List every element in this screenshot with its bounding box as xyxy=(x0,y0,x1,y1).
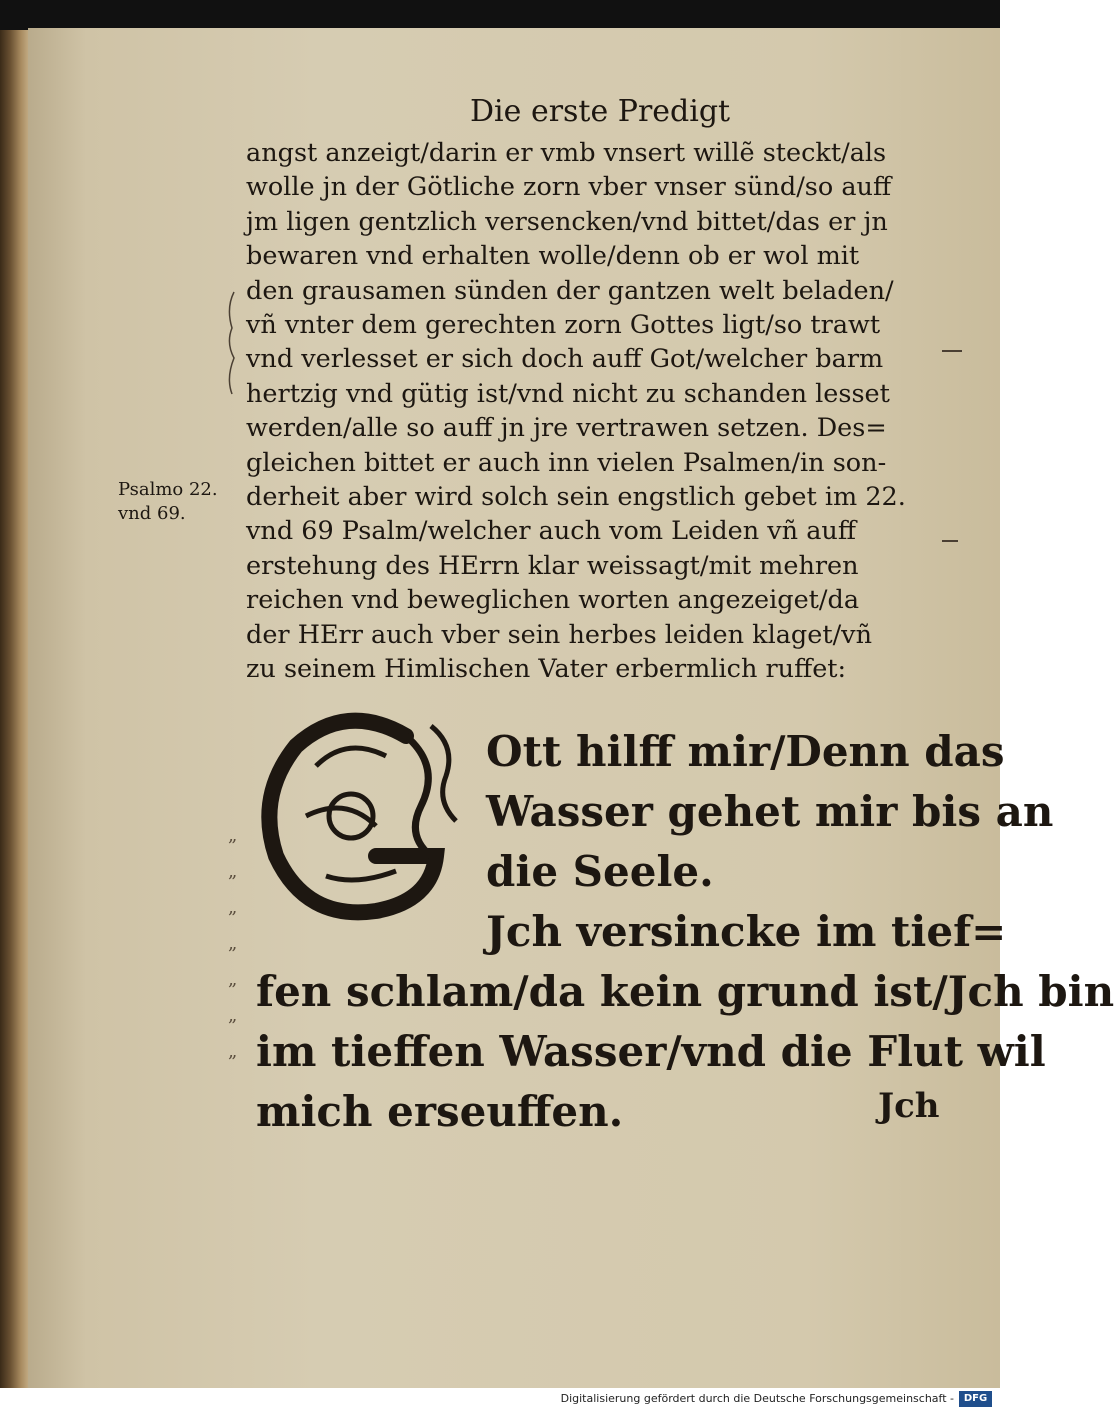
dfg-logo[interactable]: DFG xyxy=(959,1391,992,1407)
quote-mark: „ xyxy=(228,825,238,846)
quotation-marks-column xyxy=(228,818,237,1070)
book-binding xyxy=(0,30,30,1388)
margin-note xyxy=(118,478,218,526)
text-line: wolle jn der Götliche zorn vber vnser sünd/so auff xyxy=(246,172,892,203)
text-line: werden/alle so auff jn jre vertrawen setzen. Des= xyxy=(246,413,887,444)
text-line: bewaren vnd erhalten wolle/denn ob er wol mit xyxy=(246,241,860,272)
text-line: vnd 69 Psalm/welcher auch vom Leiden vñ auff xyxy=(246,516,856,547)
footer-bar xyxy=(0,1388,1000,1411)
quote-mark: „ xyxy=(228,861,238,882)
psalm-quote xyxy=(256,722,1114,1142)
quote-line: fen schlam/da kein grund ist/Jch bin xyxy=(256,967,1114,1016)
quote-line: Jch versincke im tief= xyxy=(486,907,1007,956)
quote-line: Ott hilff mir/Denn das xyxy=(486,727,1005,776)
text-line: der HErr auch vber sein herbes leiden klaget/vñ xyxy=(246,619,873,650)
text-line: vnd verlesset er sich doch auff Got/welcher barm xyxy=(246,344,884,375)
margin-note-line: vnd 69. xyxy=(118,503,186,524)
quote-line: die Seele. xyxy=(486,847,714,896)
handwritten-brace-mark xyxy=(222,288,238,398)
text-line: erstehung des HErrn klar weissagt/mit mehren xyxy=(246,550,859,581)
body-text xyxy=(246,136,946,687)
text-line: vñ vnter dem gerechten zorn Gottes ligt/so trawt xyxy=(246,310,881,341)
text-line: angst anzeigt/darin er vmb vnsert willẽ steckt/als xyxy=(246,138,887,168)
quote-mark: „ xyxy=(228,969,238,990)
text-line: den grausamen sünden der gantzen welt beladen/ xyxy=(246,275,894,306)
margin-note-line: Psalmo 22. xyxy=(118,479,218,500)
text-line: gleichen bittet er auch inn vielen Psalmen/in son- xyxy=(246,447,887,478)
catchword: Jch xyxy=(878,1086,940,1126)
quote-line: im tieffen Wasser/vnd die Flut wil xyxy=(256,1027,1046,1076)
text-line: jm ligen gentzlich versencken/vnd bittet/das er jn xyxy=(246,206,888,237)
handwritten-dash-mark xyxy=(942,350,962,352)
funding-notice: Digitalisierung gefördert durch die Deutsche Forschungsgemeinschaft - xyxy=(560,1392,954,1405)
text-line: derheit aber wird solch sein engstlich gebet im 22. xyxy=(246,482,906,513)
quote-mark: „ xyxy=(228,933,238,954)
text-line: hertzig vnd gütig ist/vnd nicht zu schanden lesset xyxy=(246,378,890,409)
quote-line: mich erseuffen. xyxy=(256,1087,624,1136)
text-line: zu seinem Himlischen Vater erbermlich ruffet: xyxy=(246,654,847,685)
quote-mark: „ xyxy=(228,1005,238,1026)
quote-mark: „ xyxy=(228,1041,238,1062)
running-header: Die erste Predigt xyxy=(470,94,731,129)
text-line: reichen vnd beweglichen worten angezeiget/da xyxy=(246,585,860,616)
quote-mark: „ xyxy=(228,897,238,918)
quote-line: Wasser gehet mir bis an xyxy=(486,787,1054,836)
handwritten-dash-mark xyxy=(942,540,958,542)
